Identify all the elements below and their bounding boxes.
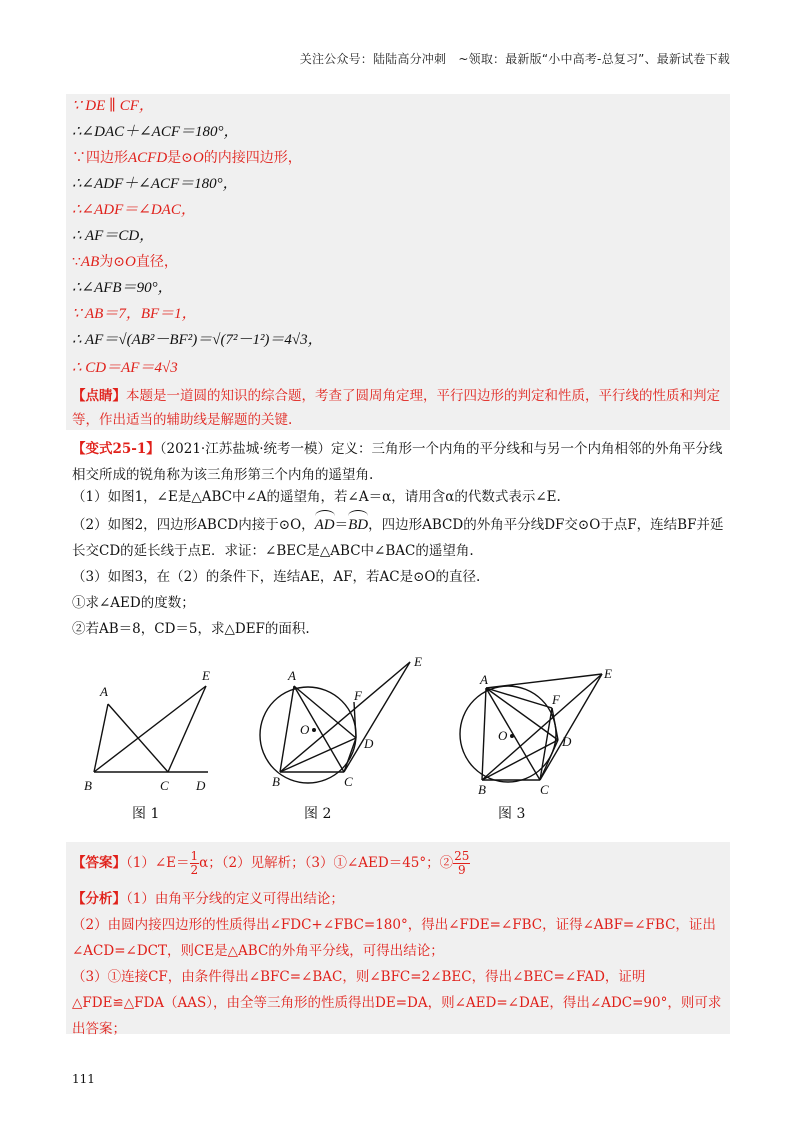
label-c: C <box>344 774 353 789</box>
analysis-line: 【分析】（1）由角平分线的定义可得出结论； <box>72 891 344 907</box>
proof-line: ∵ DE ∥ CF， <box>72 98 154 114</box>
page-number: 111 <box>72 1072 95 1086</box>
arc-ad: AD <box>315 510 335 538</box>
problem-q3-2: ②若AB＝8，CD＝5，求△DEF的面积. <box>72 621 310 637</box>
label-o: O <box>498 728 508 743</box>
dianjing-note: 【点睛】本题是一道圆的知识的综合题，考查了圆周角定理，平行四边形的判定和性质，平行线的性质和判定等，作出适当的辅助线是解题的关键. <box>72 388 720 428</box>
label-d: D <box>562 734 572 749</box>
seg-ae <box>486 674 602 688</box>
problem-intro: 【变式25-1】（2021·江苏盐城·统考一模）定义：三角形一个内角的平分线和与另一个内角相邻的外角平分线相交所成的锐角称为该三角形第三个内角的遥望角. <box>72 441 723 483</box>
label-a: A <box>288 668 296 683</box>
problem-q3-1: ①求∠AED的度数； <box>72 595 195 611</box>
seg-ce <box>168 686 206 772</box>
proof-line: ∴ CD＝AF＝4√3 <box>72 360 178 376</box>
figure-1 <box>80 660 230 800</box>
label-d: D <box>196 778 206 793</box>
proof-line: ∴ AF＝CD， <box>72 228 155 244</box>
problem-q3: （3）如图3，在（2）的条件下，连结AE，AF，若AC是⊙O的直径. <box>72 569 481 585</box>
proof-line: ∴ AF＝√(AB²－BF²)＝√(7²－1²)＝4√3， <box>72 332 323 348</box>
problem-q1: （1）如图1，∠E是△ABC中∠A的遥望角，若∠A＝α，请用含α的代数式表示∠E. <box>72 489 561 505</box>
figure-2-label: 图 2 <box>304 806 332 822</box>
figure-2 <box>258 650 438 800</box>
seg-ab <box>94 704 108 772</box>
proof-line: ∵AB为⊙O直径， <box>72 254 178 270</box>
label-d: D <box>364 736 374 751</box>
fraction-half: $\frac{1}{2}$ <box>190 849 199 877</box>
seg-ab <box>280 686 294 772</box>
seg-be <box>94 686 206 772</box>
label-b: B <box>272 774 280 789</box>
figure-3-label: 图 3 <box>498 806 526 822</box>
proof-line: ∴∠ADF＝∠DAC， <box>72 202 196 218</box>
answer-line: 【答案】（1）∠E＝ $\frac{1}{2}$ α；（2）见解析；（3）①∠AED＝45°；② $\frac{25}{9}$ <box>72 849 470 877</box>
seg-ab <box>482 688 486 780</box>
figure-1-label: 图 1 <box>132 806 160 822</box>
label-b: B <box>478 782 486 797</box>
center-o <box>510 734 514 738</box>
seg-ce <box>344 662 410 772</box>
label-a: A <box>100 684 108 699</box>
problem-q2: （2）如图2，四边形ABCD内接于⊙O，AD＝BD，四边形ABCD的外角平分线DF交⊙O于点F，连结BF并延长交CD的延长线于点E．求证：∠BEC是△ABC中∠BAC的遥望角. <box>72 510 732 564</box>
fraction-area: $\frac{25}{9}$ <box>454 849 470 877</box>
label-f: F <box>354 688 362 703</box>
seg-ad <box>486 688 558 740</box>
label-e: E <box>414 654 422 669</box>
label-o: O <box>300 722 310 737</box>
label-e: E <box>604 666 612 681</box>
proof-line: ∴∠ADF＋∠ACF＝180°， <box>72 176 238 192</box>
label-c: C <box>160 778 169 793</box>
center-o <box>312 728 316 732</box>
label-a: A <box>480 672 488 687</box>
seg-be <box>280 662 410 772</box>
proof-line: ∵四边形ACFD是⊙O的内接四边形， <box>72 150 302 166</box>
proof-line: ∴∠DAC＋∠ACF＝180°， <box>72 124 239 140</box>
label-f: F <box>552 692 560 707</box>
label-b: B <box>84 778 92 793</box>
proof-line: ∴∠AFB＝90°， <box>72 280 173 296</box>
analysis-line: （3）①连接CF，由条件得出∠BFC=∠BAC，则∠BFC=2∠BEC，得出∠BEC=∠FAD，证明△FDE≌△FDA（AAS），由全等三角形的性质得出DE=DA，则∠AED=∠DAE，得出∠ADC=90°，则可求出答案； <box>72 969 722 1037</box>
analysis-line: （2）由圆内接四边形的性质得出∠FDC+∠FBC=180°，得出∠FDE=∠FBC，证得∠ABF=∠FBC，证出∠ACD=∠DCT，则CE是△ABC的外角平分线，可得出结论； <box>72 917 716 959</box>
proof-line: ∵ AB＝7，BF＝1， <box>72 306 197 322</box>
figure-3 <box>452 650 632 800</box>
arc-bd: BD <box>348 510 368 538</box>
page-header: 关注公众号：陆陆高分冲刺 ~领取：最新版“小中高考-总复习”、最新试卷下载 <box>299 52 730 66</box>
label-e: E <box>202 668 210 683</box>
label-c: C <box>540 782 549 797</box>
